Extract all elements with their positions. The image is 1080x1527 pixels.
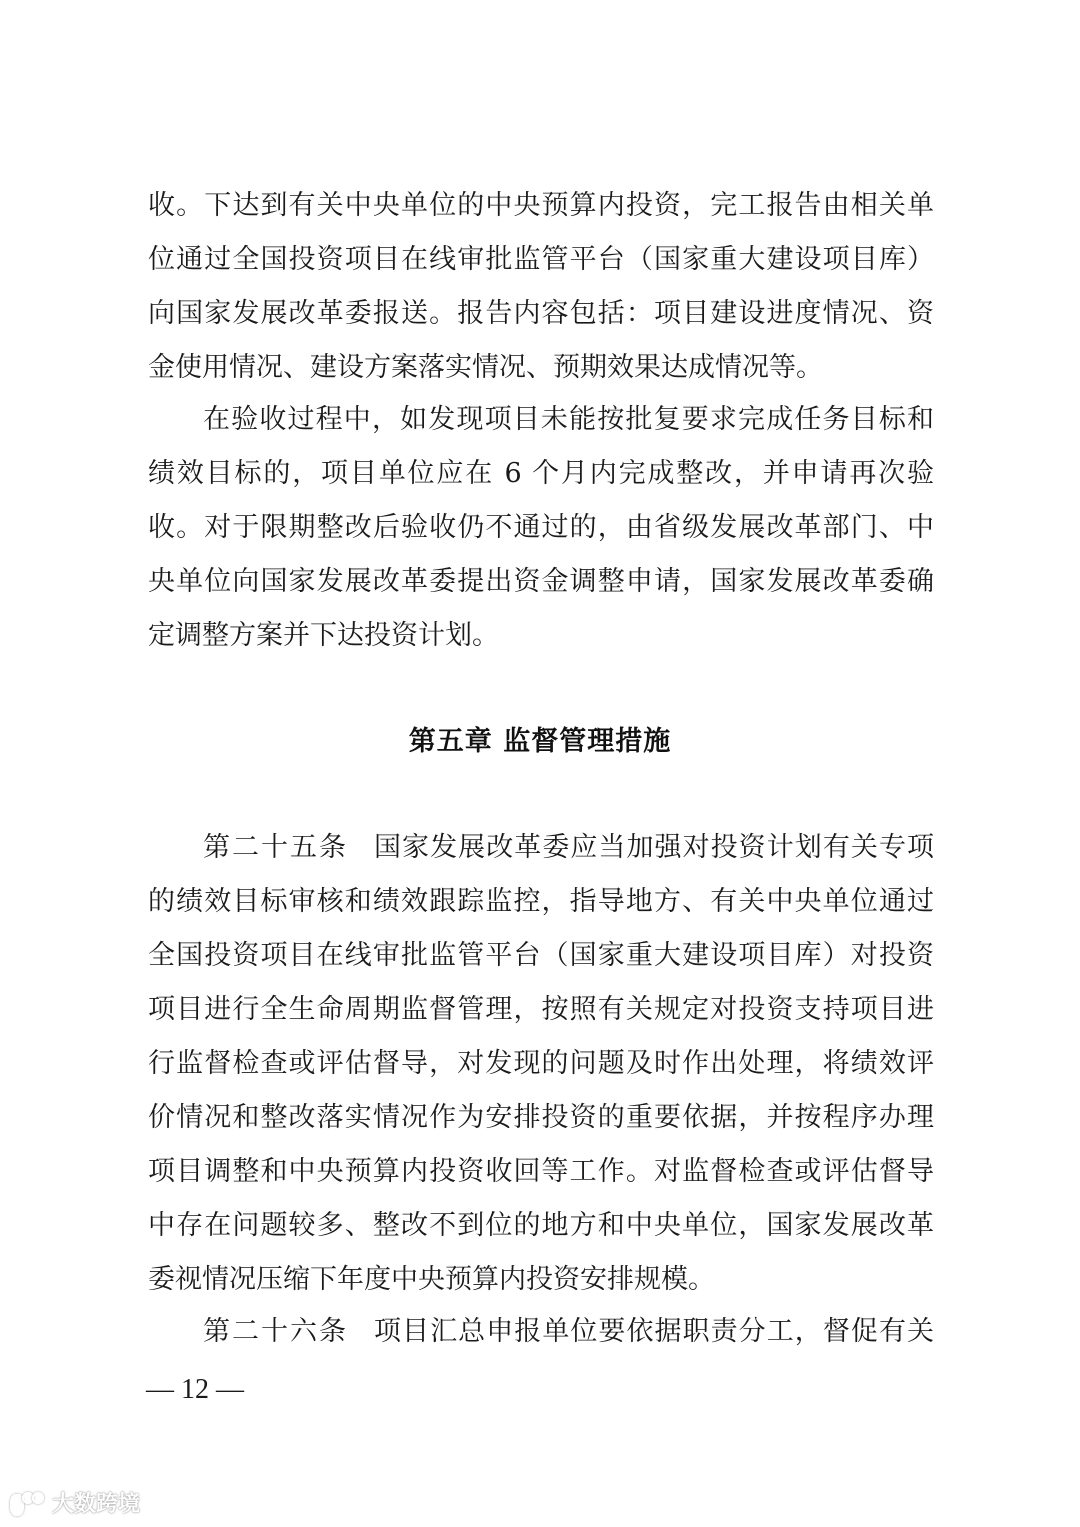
paragraph-line: 项目进行全生命周期监督管理，按照有关规定对投资支持项目进 <box>148 994 934 1025</box>
article-label: 第二十五条 <box>203 832 348 863</box>
article-text: 国家发展改革委应当加强对投资计划有关专项 <box>374 832 934 863</box>
paragraph-line: 价情况和整改落实情况作为安排投资的重要依据，并按程序办理 <box>148 1102 934 1133</box>
article-first-line <box>203 828 934 868</box>
paragraph-line: 在验收过程中，如发现项目未能按批复要求完成任务目标和 <box>203 404 934 435</box>
paragraph-line: 定调整方案并下达投资计划。 <box>148 620 499 651</box>
logo-icon <box>8 1490 46 1516</box>
paragraph-line: 金使用情况、建设方案落实情况、预期效果达成情况等。 <box>148 352 823 383</box>
page-number: — 12 — <box>146 1374 244 1405</box>
paragraph-line: 央单位向国家发展改革委提出资金调整申请，国家发展改革委确 <box>148 566 934 597</box>
paragraph-line: 收。对于限期整改后验收仍不通过的，由省级发展改革部门、中 <box>148 512 934 543</box>
paragraph-line: 位通过全国投资项目在线审批监管平台（国家重大建设项目库） <box>148 244 934 275</box>
paragraph-line: 中存在问题较多、整改不到位的地方和中央单位，国家发展改革 <box>148 1210 934 1241</box>
chapter-heading: 第五章 监督管理措施 <box>408 726 672 757</box>
paragraph-line: 委视情况压缩下年度中央预算内投资安排规模。 <box>148 1264 715 1295</box>
article-text: 项目汇总申报单位要依据职责分工，督促有关 <box>374 1316 934 1347</box>
watermark <box>8 1487 140 1518</box>
paragraph-line: 收。下达到有关中央单位的中央预算内投资，完工报告由相关单 <box>148 190 934 221</box>
paragraph-line: 向国家发展改革委报送。报告内容包括：项目建设进度情况、资 <box>148 298 934 329</box>
paragraph-line: 项目调整和中央预算内投资收回等工作。对监督检查或评估督导 <box>148 1156 934 1187</box>
paragraph-line: 绩效目标的，项目单位应在 6 个月内完成整改，并申请再次验 <box>148 458 934 489</box>
article-first-line <box>203 1312 934 1352</box>
paragraph-line: 行监督检查或评估督导，对发现的问题及时作出处理，将绩效评 <box>148 1048 934 1079</box>
article-label: 第二十六条 <box>203 1316 348 1347</box>
paragraph-line: 全国投资项目在线审批监管平台（国家重大建设项目库）对投资 <box>148 940 934 971</box>
watermark-text: 大数跨境 <box>52 1492 141 1517</box>
paragraph-line: 的绩效目标审核和绩效跟踪监控，指导地方、有关中央单位通过 <box>148 886 934 917</box>
